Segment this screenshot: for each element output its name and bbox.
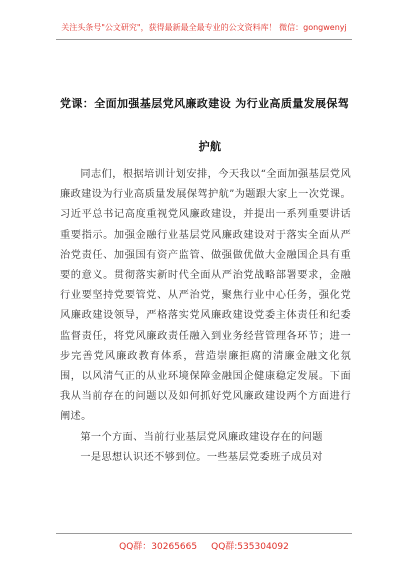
header-banner: 关注头条号"公文研究"，获得最新最全最专业的公文资料库！ 微信：gongwenyj: [61, 23, 347, 32]
paragraph-point-1: 一是思想认识还不够到位。一些基层党委班子成员对: [80, 451, 323, 463]
footer-qq-group-1: QQ群：30265665: [119, 542, 198, 552]
footer-divider: [56, 533, 352, 534]
document-body: [60, 165, 351, 468]
footer-qq-group-2: QQ群:535304092: [211, 542, 289, 552]
section-heading-1: 第一个方面、当前行业基层党风廉政建设存在的问题: [80, 431, 323, 443]
title-line-2: 护航: [198, 140, 222, 153]
title-line-1: 党课：全面加强基层党风廉政建设 为行业高质量发展保驾: [60, 97, 350, 110]
header-divider: [56, 39, 352, 40]
document-title: [60, 82, 350, 168]
footer: [0, 539, 408, 552]
paragraph-intro: 同志们，根据培训计划安排，今天我以“全面加强基层党风廉政建设为行业高质量发展保驾护航”为题跟大家上一次党课。习近平总书记高度重视党风廉政建设，并提出一系列重要讲话重要指示。加强金融行业基层党风廉政建设对于落实全面从严治党责任、加强国有资产监管、做强做优做大金融国企具有重要的意义。贯彻落实新时代全面从严治党战略部署要求，金融行业要坚持党要管党、从严治党，聚焦行业中心任务，强化党风廉政建设领导，严格落实党风廉政建设党委主体责任和纪委监督责任，将党风廉政责任融入到业务经营管理各环节；进一步完善党风廉政教育体系，营造崇廉拒腐的清廉金融文化氛围，以风清气正的从业环境保障金融国企健康稳定发展。下面我从当前存在的问题以及如何抓好党风廉政建设两个方面进行阐述。: [60, 169, 351, 423]
